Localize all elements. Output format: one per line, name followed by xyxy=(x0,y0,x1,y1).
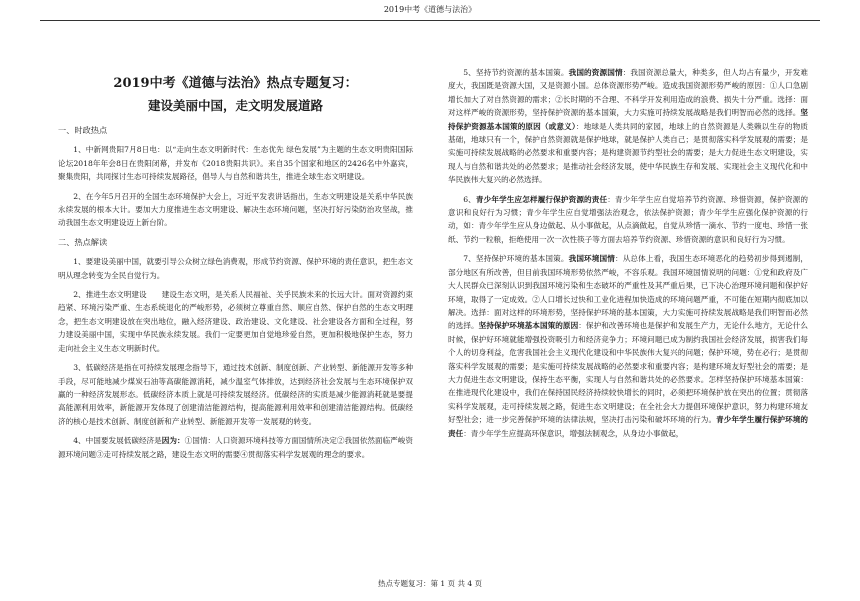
section-heading-news: 一、时政热点 xyxy=(58,125,108,135)
text-run: 5、坚持节约资源的基本国策。 xyxy=(463,68,569,77)
page-header: 2019中考《道德与法治》 xyxy=(40,0,820,21)
paragraph: 2、推进生态文明建设 建设生态文明，是关系人民福祉、关乎民族未来的长远大计。面对资源约束趋紧、环境污染严重、生态系统退化的严峻形势，必须树立尊重自然、顺应自然、保护自然的生态文明理念，把生态文明建设放在突出地位，融入经济建设、政治建设、文化建设、社会建设各方面和全过程，努力建设美丽中国，实现中华民族永续发展。我们一定要更加自觉地珍爱自然，更加积极地保护生态，努力走向社会主义生态文明新时代。 xyxy=(58,290,413,353)
text-run: 4、中国要发展低碳经济是 xyxy=(73,436,162,446)
bold-run: 我国的资源国情 xyxy=(568,68,623,77)
paragraph: 1、要建设美丽中国，就要引导公众树立绿色消费观，形成节约资源、保护环境的责任意识，把生态文明从理念转变为全民自觉行为。 xyxy=(58,257,413,280)
paragraph: 1、中新网贵阳7月8日电：以“走向生态文明新时代：生态优先 绿色发展”为主题的生态文明贵阳国际论坛2018年年会8日在贵阳闭幕，并发布《2018贵阳共识》。来自35个国家和地区的2426名中外嘉宾，聚集贵阳，共同探讨生态可持续发展路径，倡导人与自然和谐共生，推进全球生态文明建设。 xyxy=(58,145,413,182)
document-subtitle: 建设美丽中国，走文明发展道路 xyxy=(147,98,323,113)
paragraph: 3、低碳经济是指在可持续发展理念指导下，通过技术创新、制度创新、产业转型、新能源开发等多种手段，尽可能地减少煤炭石油等高碳能源消耗，减少温室气体排放，达到经济社会发展与生态环境保护双赢的一种经济发展形态。低碳经济本质上就是可持续发展经济。低碳经济的实质是减少能源消耗就是要提高能源利用效率，新能源开发体现了创建清洁能源结构，提高能源利用效率和创建清洁能源结构。低碳经济的核心是技术创新、制度创新和产业转型、新能源开发等一发展观的转变。 xyxy=(58,363,413,426)
section-heading-analysis: 二、热点解读 xyxy=(58,236,108,247)
bold-run: 我国环境国情 xyxy=(568,254,615,264)
paragraph xyxy=(58,434,413,461)
bold-run: 坚持保护环境基本国策的原因 xyxy=(478,321,579,331)
text-run: ：青少年学生应自觉培养节约资源、珍惜资源，保护资源的意识和良好行为习惯；青少年学生应自觉增强法治观念，依法保护资源；青少年学生应强化保护资源的行动，如：青少年学生应从身边做起、从小事做起，从点滴做起，自觉从珍惜一滴水、节约一度电、珍惜一张纸、节约一粒粮，拒绝使用一次一次性筷子等方面去培养节约资源、珍惜资源的意识和良好行为习惯。 xyxy=(448,194,809,244)
text-run: ：青少年学生应提高环保意识，增强法制观念，从身边小事做起， xyxy=(463,428,684,438)
page-footer: 热点专题复习：第 1 页 共 4 页 xyxy=(378,579,482,588)
text-run: ：保护和改善环境也是保护和发展生产力，无论什么地方，无论什么时候，保护好环境就能增强投资吸引力和经济竞争力；环境问题已成为制约我国社会经济发展，损害我们每个人的切身利益，危害我国社会主义现代化建设和中华民族伟大复兴的问题；保护环境，势在必行；是贯彻落实科学发展观的需要；是实施可持续发展战略的必然要求和重要内容；是构建环境友好型社会的需要；是大力促进生态文明建设，保持生态平衡，实现人与自然和谐共处的必然要求。怎样坚持保护环境基本国策：在推进现代化建设中，我们在保持国民经济持续较快增长的同时，必须把环境保护放在突出的位置；贯彻落实科学发展观，走可持续发展之路，促进生态文明建设；在全社会大力提倡环境保护意识，努力构建环境友好型社会；进一步完善保护环境的法律法规，坚决打击污染和破坏环境的行为。 xyxy=(448,321,809,425)
bold-run: 青少年学生履行保护环境的责任 xyxy=(448,415,809,438)
text-run: ①国情：人口资源环境科技等方面国情所决定②我国依然面临严峻资源环境问题③走可持续发展之路，建设生态文明的需要④贯彻落实科学发展观的理念的要求。 xyxy=(58,436,413,459)
bold-run: 因为： xyxy=(161,436,185,446)
paragraph xyxy=(448,66,808,187)
text-run: ：我国资源总量大，种类多，但人均占有量少，开发难度大，我国既是资源大国，又是资源小国。总体资源形势严峻。造成我国资源形势严峻的原因：①人口急剧增长加大了对自然资源的需求；②长时期的不合理、不科学开发利用造成的浪费、损失十分严重。选择：面对这样严峻的资源形势，坚持保护资源的基本国策，大力实施可持续发展战略是我们明智而必然的选择。 xyxy=(448,68,809,118)
bold-run: 青少年学生应怎样履行保护资源的责任 xyxy=(475,194,608,204)
left-column xyxy=(58,68,413,467)
text-run: 6、 xyxy=(463,194,476,204)
right-column xyxy=(448,66,808,446)
paragraph xyxy=(448,193,808,247)
document-title: 2019中考《道德与法治》热点专题复习： xyxy=(113,76,358,91)
paragraph xyxy=(448,252,808,440)
text-run: ：地球是人类共同的家园，地球上的自然资源是人类赖以生存的物质基础，地球只有一个，保护自然资源就是保护地球，就是保护人类自己；是贯彻落实科学发展观的需要；是实施可持续发展战略的必然要求和重要内容；是构建资源节约型社会的需要；是大力促进生态文明建设，实现人与自然和谐共处的必然要求；是推动社会经济发展，使中华民族生存和发展、实现社会主义现代化和中华民族伟大复兴的必然选择。 xyxy=(448,121,808,185)
text-run: 7、坚持保护环境的基本国策。 xyxy=(463,254,569,264)
bold-run: 坚持保护资源基本国策的原因（或意义） xyxy=(448,108,808,131)
text-run: ：从总体上看，我国生态环境恶化的趋势初步得到遏制，部分地区有所改善，但目前我国环境形势依然严峻，不容乐观。我国环境国情说明的问题：①党和政府及广大人民群众已深刻认识到我国环境污染和生态破坏的严重性及其严重后果，已下决心治理环境问题和保护好环境，取得了一定成效。②人口增长过快和工业化进程加快造成的环境问题严重，不可能在短期内彻底加以解决。选择：面对这样的环境形势，坚持保护环境的基本国策，大力实施可持续发展战略是我们明智而必然的选择。 xyxy=(448,254,808,331)
paragraph: 2、在今年5月召开的全国生态环境保护大会上，习近平发表讲话指出，生态文明建设是关系中华民族永续发展的根本大计。要加大力度推进生态文明建设、解决生态环境问题，坚决打好污染防治攻坚战，推动我国生态文明建设迈上新台阶。 xyxy=(58,191,413,228)
